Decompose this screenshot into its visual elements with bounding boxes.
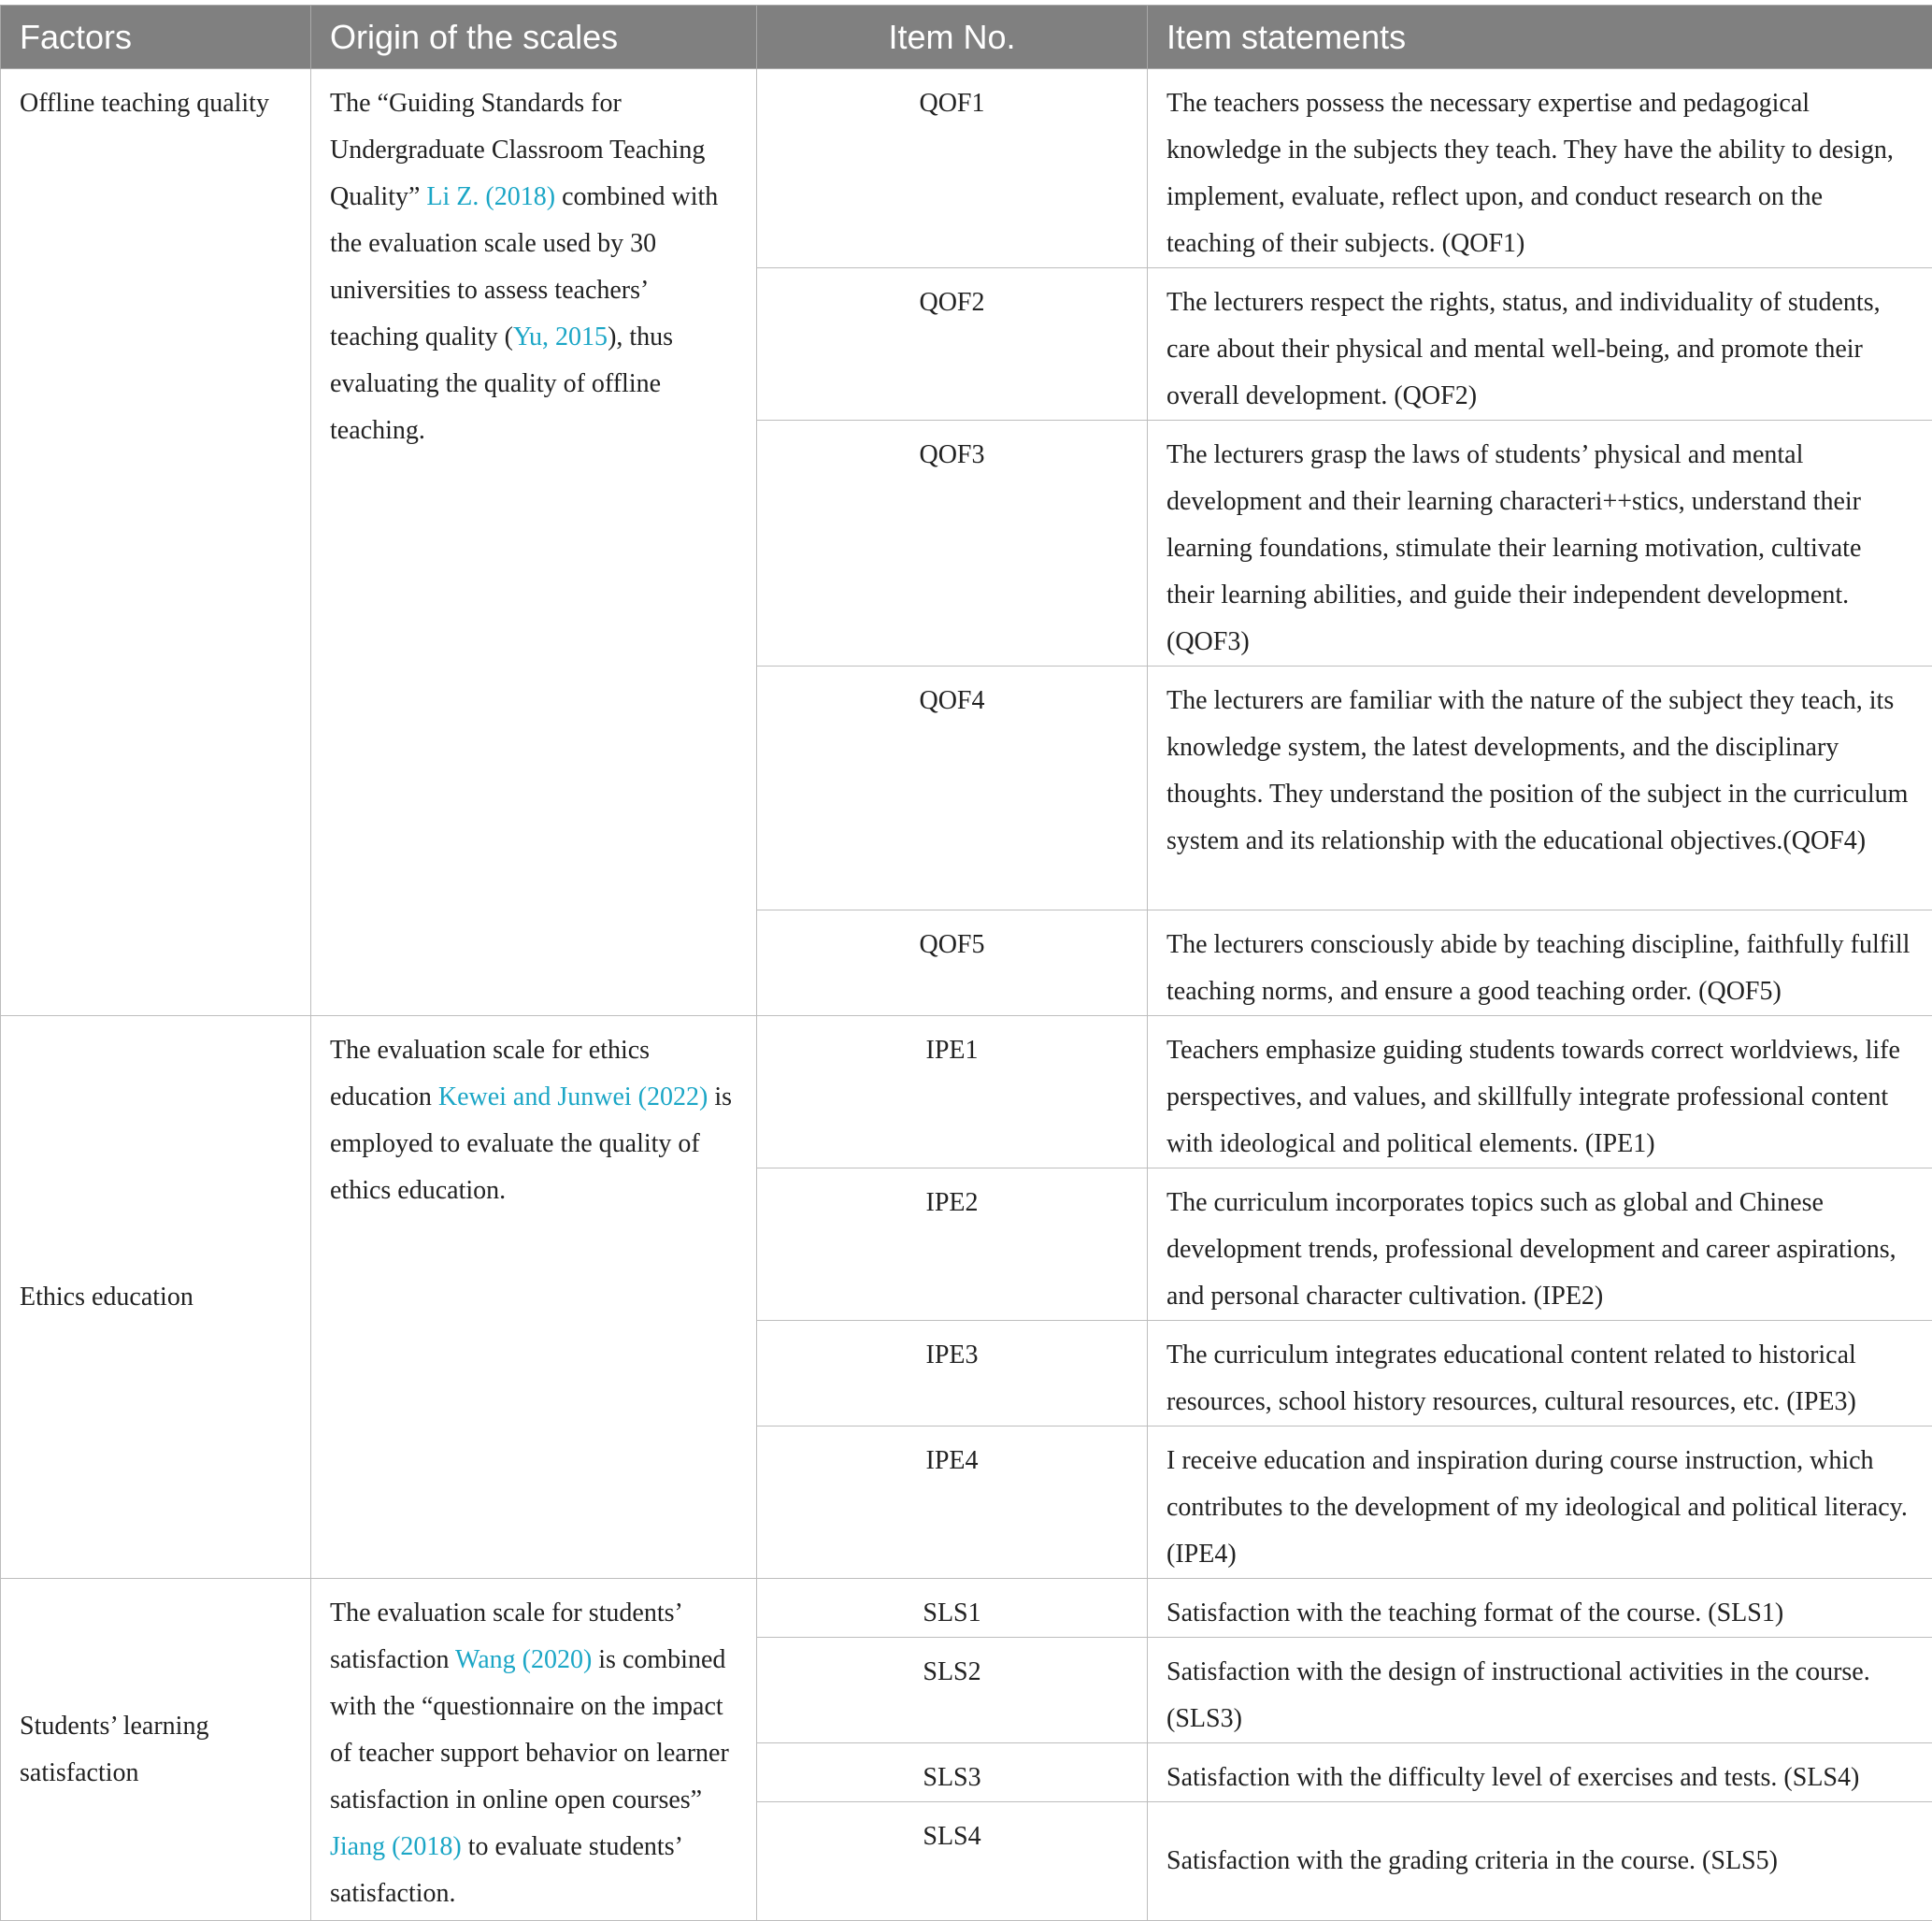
item-no-cell: SLS4	[757, 1802, 1148, 1921]
item-statement-cell: Satisfaction with the difficulty level of exercises and tests. (SLS4)	[1148, 1743, 1932, 1802]
item-no-cell: QOF5	[757, 910, 1148, 1016]
origin-cell	[311, 1579, 757, 1921]
scales-table	[0, 5, 1932, 1921]
item-statement-cell: Satisfaction with the teaching format of the course. (SLS1)	[1148, 1579, 1932, 1638]
origin-cell	[311, 1016, 757, 1579]
origin-text: The “Guiding Standards for Undergraduate Classroom Teaching Quality”	[330, 89, 706, 211]
citation-link[interactable]: Yu, 2015	[512, 323, 608, 351]
origin-text: The evaluation scale for ethics education	[330, 1036, 651, 1111]
origin-text: ), thus evaluating the quality of offline teaching.	[330, 323, 674, 445]
item-no-cell: QOF2	[757, 268, 1148, 421]
item-no-cell: QOF4	[757, 667, 1148, 910]
item-statement-cell: I receive education and inspiration during course instruction, which contributes to the development of my ideological and political literacy. (IPE4)	[1148, 1426, 1932, 1579]
origin-text: is employed to evaluate the quality of ethics education.	[330, 1082, 733, 1205]
factor-cell: Offline teaching quality	[1, 69, 311, 1016]
item-no-cell: IPE1	[757, 1016, 1148, 1168]
table-row	[1, 1016, 1932, 1168]
origin-cell	[311, 69, 757, 1016]
item-no-cell: QOF3	[757, 421, 1148, 667]
citation-link[interactable]: Kewei and Junwei (2022)	[437, 1082, 708, 1111]
origin-text: to evaluate students’ satisfaction.	[330, 1832, 681, 1908]
item-statement-cell: The curriculum integrates educational content related to historical resources, school history resources, cultural resources, etc. (IPE3)	[1148, 1321, 1932, 1426]
header-origin: Origin of the scales	[311, 6, 757, 69]
item-no-cell: QOF1	[757, 69, 1148, 268]
header-item-statements: Item statements	[1148, 6, 1932, 69]
origin-text: The evaluation scale for students’ satisfaction	[330, 1598, 681, 1674]
factor-cell: Students’ learning satisfaction	[1, 1579, 311, 1921]
citation-link[interactable]: Wang (2020)	[455, 1645, 593, 1674]
header-item-no: Item No.	[757, 6, 1148, 69]
item-no-cell: IPE4	[757, 1426, 1148, 1579]
citation-link[interactable]: Jiang (2018)	[330, 1832, 462, 1861]
item-statement-cell: The lecturers consciously abide by teaching discipline, faithfully fulfill teaching norms, and ensure a good teaching order. (QOF5)	[1148, 910, 1932, 1016]
citation-link[interactable]: Li Z. (2018)	[426, 182, 556, 211]
item-no-cell: SLS1	[757, 1579, 1148, 1638]
origin-text: is combined with the “questionnaire on the impact of teacher support behavior on learner satisfaction in online open courses”	[330, 1645, 729, 1814]
table-row	[1, 1579, 1932, 1638]
factor-cell: Ethics education	[1, 1016, 311, 1579]
item-statement-cell: The lecturers respect the rights, status, and individuality of students, care about their physical and mental well-being, and promote their overall development. (QOF2)	[1148, 268, 1932, 421]
item-no-cell: IPE3	[757, 1321, 1148, 1426]
item-statement-cell: The lecturers are familiar with the nature of the subject they teach, its knowledge system, the latest developments, and the disciplinary thoughts. They understand the position of the subject in the curriculum system and its relationship with the educational objectives.(QOF4)	[1148, 667, 1932, 910]
item-no-cell: SLS3	[757, 1743, 1148, 1802]
item-no-cell: IPE2	[757, 1168, 1148, 1321]
item-statement-cell: Satisfaction with the design of instructional activities in the course. (SLS3)	[1148, 1638, 1932, 1743]
origin-text: combined with the evaluation scale used by 30 universities to assess teachers’ teaching quality (	[330, 182, 719, 351]
item-statement-cell: Satisfaction with the grading criteria in the course. (SLS5)	[1148, 1802, 1932, 1921]
item-statement-cell: Teachers emphasize guiding students towards correct worldviews, life perspectives, and values, and skillfully integrate professional content with ideological and political elements. (IPE1)	[1148, 1016, 1932, 1168]
item-no-cell: SLS2	[757, 1638, 1148, 1743]
item-statement-cell: The teachers possess the necessary expertise and pedagogical knowledge in the subjects they teach. They have the ability to design, implement, evaluate, reflect upon, and conduct research on the teaching of their subjects. (QOF1)	[1148, 69, 1932, 268]
item-statement-cell: The lecturers grasp the laws of students’ physical and mental development and their learning characteri++stics, understand their learning foundations, stimulate their learning motivation, cultivate their learning abilities, and guide their independent development. (QOF3)	[1148, 421, 1932, 667]
item-statement-cell: The curriculum incorporates topics such as global and Chinese development trends, professional development and career aspirations, and personal character cultivation. (IPE2)	[1148, 1168, 1932, 1321]
table-row	[1, 69, 1932, 268]
header-factors: Factors	[1, 6, 311, 69]
header-row	[1, 6, 1932, 69]
